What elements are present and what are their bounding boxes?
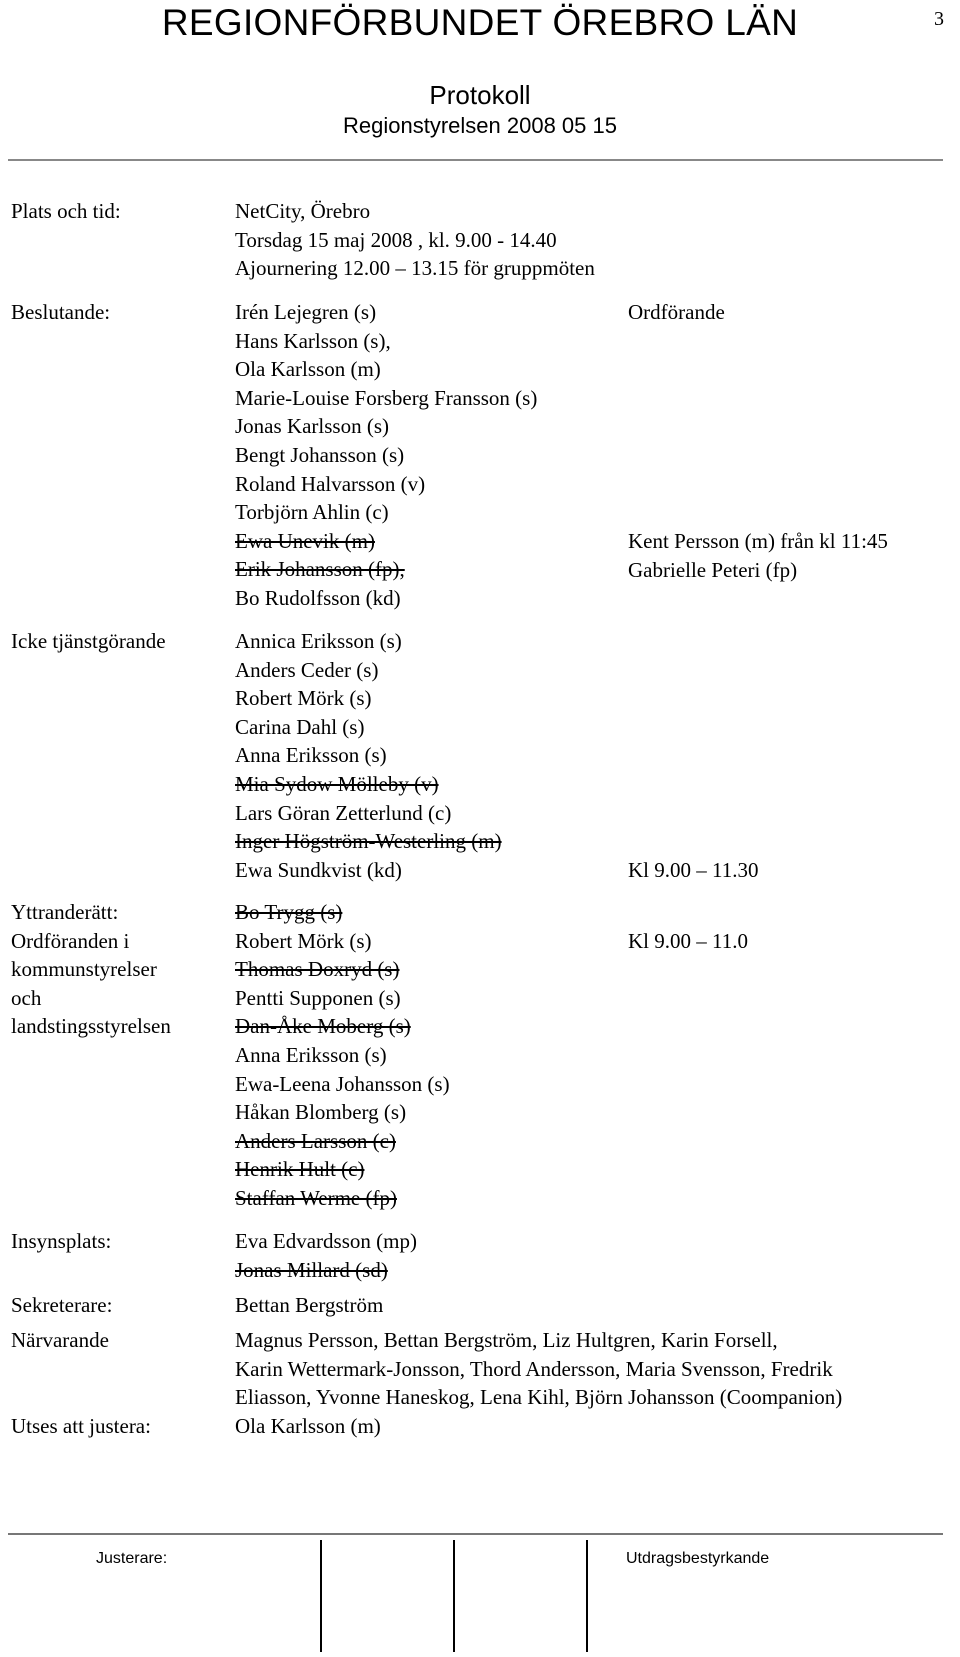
present-line: Karin Wettermark-Jonsson, Thord Andersson, Maria Svensson, Fredrik <box>235 1356 833 1381</box>
present-line: Magnus Persson, Bettan Bergström, Liz Hultgren, Karin Forsell, <box>235 1328 778 1352</box>
speaking-right-label <box>11 898 171 1041</box>
member-name: Annica Eriksson (s) <box>235 629 402 653</box>
member-name: Erik Johansson (fp), <box>235 557 405 582</box>
justerare-label: Justerare: <box>96 1550 168 1567</box>
chair-note: Ordförande <box>628 300 725 324</box>
member-name: Ewa Sundkvist (kd) <box>235 857 402 882</box>
member-name: Carina Dahl (s) <box>235 714 365 739</box>
secretary-label: Sekreterare: <box>11 1293 113 1317</box>
label-line: landstingsstyrelsen <box>11 1014 171 1039</box>
member-name: Irén Lejegren (s) <box>235 300 377 324</box>
label-line: Ordföranden i <box>11 928 130 953</box>
time-note: Kl 9.00 – 11.30 <box>628 858 759 882</box>
member-name: Mia Sydow Mölleby (v) <box>235 771 439 796</box>
adjuster-label: Utses att justera: <box>11 1414 151 1438</box>
label-line: kommunstyrelser <box>11 957 157 982</box>
header-divider <box>8 159 943 161</box>
member-name: Lars Göran Zetterlund (c) <box>235 800 452 825</box>
member-name: Marie-Louise Forsberg Fransson (s) <box>235 385 538 410</box>
label-line: Yttranderätt: <box>11 900 119 924</box>
observer-label: Insynsplats: <box>11 1229 112 1253</box>
member-name: Dan-Åke Moberg (s) <box>235 1014 411 1039</box>
present-list <box>235 1326 842 1412</box>
decision-makers-list <box>235 298 537 613</box>
member-name: Robert Mörk (s) <box>235 686 372 711</box>
not-serving-label: Icke tjänstgörande <box>11 629 166 653</box>
place-line: Torsdag 15 maj 2008 , kl. 9.00 - 14.40 <box>235 227 557 252</box>
organisation-title: REGIONFÖRBUNDET ÖREBRO LÄN <box>161 2 799 43</box>
member-name: Anna Eriksson (s) <box>235 1042 387 1067</box>
member-name: Inger Högström-Westerling (m) <box>235 829 502 854</box>
not-serving-list <box>235 627 502 884</box>
member-name: Anna Eriksson (s) <box>235 743 387 768</box>
member-name: Torbjörn Ahlin (c) <box>235 500 389 525</box>
speaking-right-list <box>235 898 450 1213</box>
label-line: och <box>11 985 42 1010</box>
member-name: Jonas Karlsson (s) <box>235 414 389 439</box>
member-name: Henrik Hult (c) <box>235 1157 365 1182</box>
observer-list <box>235 1227 417 1284</box>
member-name: Ewa-Leena Johansson (s) <box>235 1071 450 1096</box>
member-name: Bo Rudolfsson (kd) <box>235 585 401 610</box>
member-name: Bengt Johansson (s) <box>235 442 405 467</box>
member-name: Ola Karlsson (m) <box>235 357 381 382</box>
member-name: Ewa Unevik (m) <box>235 528 375 553</box>
place-block <box>235 197 595 283</box>
member-name: Eva Edvardsson (mp) <box>235 1229 417 1253</box>
present-label: Närvarande <box>11 1328 109 1352</box>
present-line: Eliasson, Yvonne Haneskog, Lena Kihl, Björn Johansson (Coompanion) <box>235 1385 843 1410</box>
signature-divider <box>320 1540 322 1652</box>
signature-divider <box>453 1540 455 1652</box>
member-name: Anders Larsson (c) <box>235 1128 396 1153</box>
member-name: Håkan Blomberg (s) <box>235 1100 407 1125</box>
place-label: Plats och tid: <box>11 199 121 223</box>
member-name: Pentti Supponen (s) <box>235 985 401 1010</box>
footer-divider <box>8 1533 943 1535</box>
page-number: 3 <box>934 8 944 30</box>
secretary-name: Bettan Bergström <box>235 1293 384 1317</box>
place-line: Ajournering 12.00 – 13.15 för gruppmöten <box>235 256 595 281</box>
decision-makers-label: Beslutande: <box>11 300 111 324</box>
member-name: Hans Karlsson (s), <box>235 328 391 353</box>
substitute-note: Gabrielle Peteri (fp) <box>628 558 798 582</box>
document-type: Protokoll <box>429 80 531 110</box>
member-name: Jonas Millard (sd) <box>235 1257 388 1282</box>
time-note: Kl 9.00 – 11.0 <box>628 929 748 953</box>
member-name: Anders Ceder (s) <box>235 657 379 682</box>
substitute-note: Kent Persson (m) från kl 11:45 <box>628 529 888 553</box>
utdragsbestyrkande-label: Utdragsbestyrkande <box>626 1550 770 1567</box>
meeting-title: Regionstyrelsen 2008 05 15 <box>343 113 617 138</box>
member-name: Robert Mörk (s) <box>235 928 372 953</box>
place-line: NetCity, Örebro <box>235 199 371 223</box>
member-name: Staffan Werme (fp) <box>235 1185 397 1210</box>
member-name: Roland Halvarsson (v) <box>235 471 426 496</box>
member-name: Bo Trygg (s) <box>235 900 343 924</box>
signature-divider <box>586 1540 588 1652</box>
member-name: Thomas Doxryd (s) <box>235 957 400 982</box>
adjuster-name: Ola Karlsson (m) <box>235 1414 381 1438</box>
